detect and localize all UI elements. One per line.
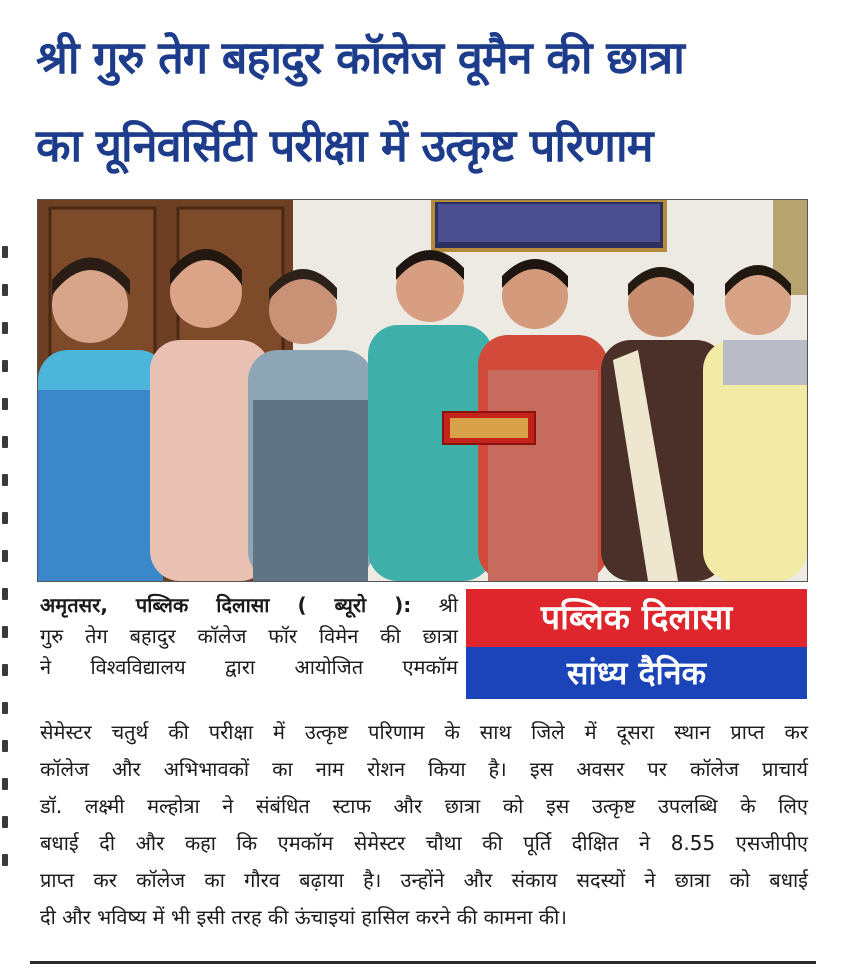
- article-line-7: बधाई दी और कहा कि एमकॉम सेमेस्टर चौथा की पूर्ति दीक्षित ने 8.55 एसजीपीए: [40, 831, 808, 855]
- article-line-1: श्री: [438, 593, 458, 617]
- article-line-6: डॉ. लक्ष्मी मल्होत्रा ने संबंधित स्टाफ और छात्रा को इस उत्कृष्ट उपलब्धि के लिए: [40, 794, 808, 818]
- headline-line-2: का यूनिवर्सिटी परीक्षा में उत्कृष्ट परिणाम: [36, 119, 653, 172]
- adjacent-column-edge: [0, 240, 14, 880]
- article-line-8: प्राप्त कर कॉलेज का गौरव बढ़ाया है। उन्होंने और संकाय सदस्यों ने छात्रा को बधाई: [40, 868, 808, 892]
- article-line-5: कॉलेज और अभिभावकों का नाम रोशन किया है। इस अवसर पर कॉलेज प्राचार्य: [40, 757, 808, 781]
- article-line-4: सेमेस्टर चतुर्थ की परीक्षा में उत्कृष्ट परिणाम के साथ जिले में दूसरा स्थान प्राप्त कर: [40, 720, 808, 744]
- article-intro: [40, 590, 458, 683]
- article-body: [40, 714, 808, 936]
- masthead-tagline: सांध्य दैनिक: [466, 647, 807, 699]
- dateline: अमृतसर, पब्लिक दिलासा ( ब्यूरो ):: [40, 593, 412, 617]
- article-line-9: दी और भविष्य में भी इसी तरह की ऊंचाइयां हासिल करने की कामना की।: [40, 905, 567, 929]
- headline: [36, 14, 816, 190]
- headline-line-1: श्री गुरु तेग बहादुर कॉलेज वूमैन की छात्रा: [36, 31, 684, 84]
- article-line-2: गुरु तेग बहादुर कॉलेज फॉर विमेन की छात्रा: [40, 624, 458, 648]
- bottom-rule: [30, 961, 816, 964]
- newspaper-masthead: [466, 589, 807, 699]
- group-photo: [37, 199, 808, 582]
- article-line-3: ने विश्वविद्यालय द्वारा आयोजित एमकॉम: [40, 655, 458, 679]
- masthead-name: पब्लिक दिलासा: [466, 589, 807, 647]
